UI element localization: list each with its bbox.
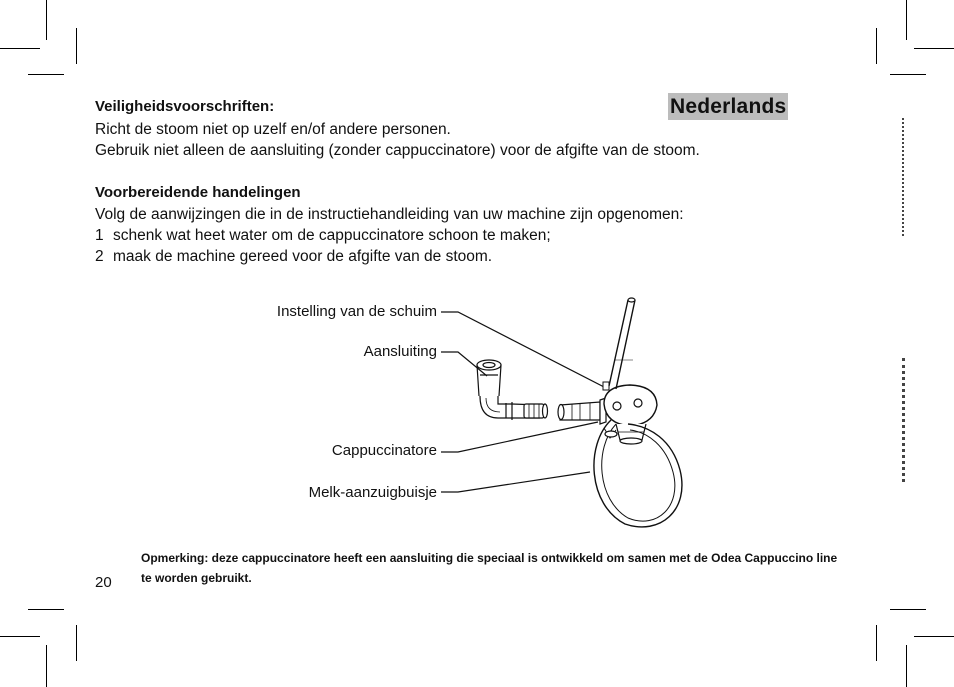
leader-line <box>441 472 590 492</box>
step-text: schenk wat heet water om de cappuccinatore schoon te maken; <box>113 227 551 244</box>
label-cappuccinatore: Cappuccinatore <box>331 442 437 459</box>
preparation-intro: Volg de aanwijzingen die in de instructiehandleiding van uw machine zijn opgenomen: <box>95 206 684 223</box>
language-label: Nederlands <box>670 95 787 118</box>
label-connector: Aansluiting <box>363 343 437 360</box>
safety-line-1: Richt de stoom niet op uzelf en/of andere personen. <box>95 121 451 138</box>
preparation-title: Voorbereidende handelingen <box>95 184 301 201</box>
step-text: maak de machine gereed voor de afgifte van de stoom. <box>113 248 493 265</box>
leader-line <box>441 312 606 388</box>
step-number: 2 <box>95 248 104 265</box>
leader-line <box>441 422 598 452</box>
page-number: 20 <box>95 574 112 591</box>
section-heading: Veiligheidsvoorschriften: <box>95 98 275 115</box>
label-milk-tube: Melk-aanzuigbuisje <box>308 484 437 501</box>
safety-line-2: Gebruik niet alleen de aansluiting (zonder cappuccinatore) voor de afgifte van de stoom. <box>95 142 700 159</box>
label-froth-setting: Instelling van de schuim <box>276 303 437 320</box>
step-number: 1 <box>95 227 104 244</box>
note-text: Opmerking: deze cappuccinatore heeft een aansluiting die speciaal is ontwikkeld om samen met de Odea Cappuccino line te worden gebruikt. <box>141 551 838 585</box>
